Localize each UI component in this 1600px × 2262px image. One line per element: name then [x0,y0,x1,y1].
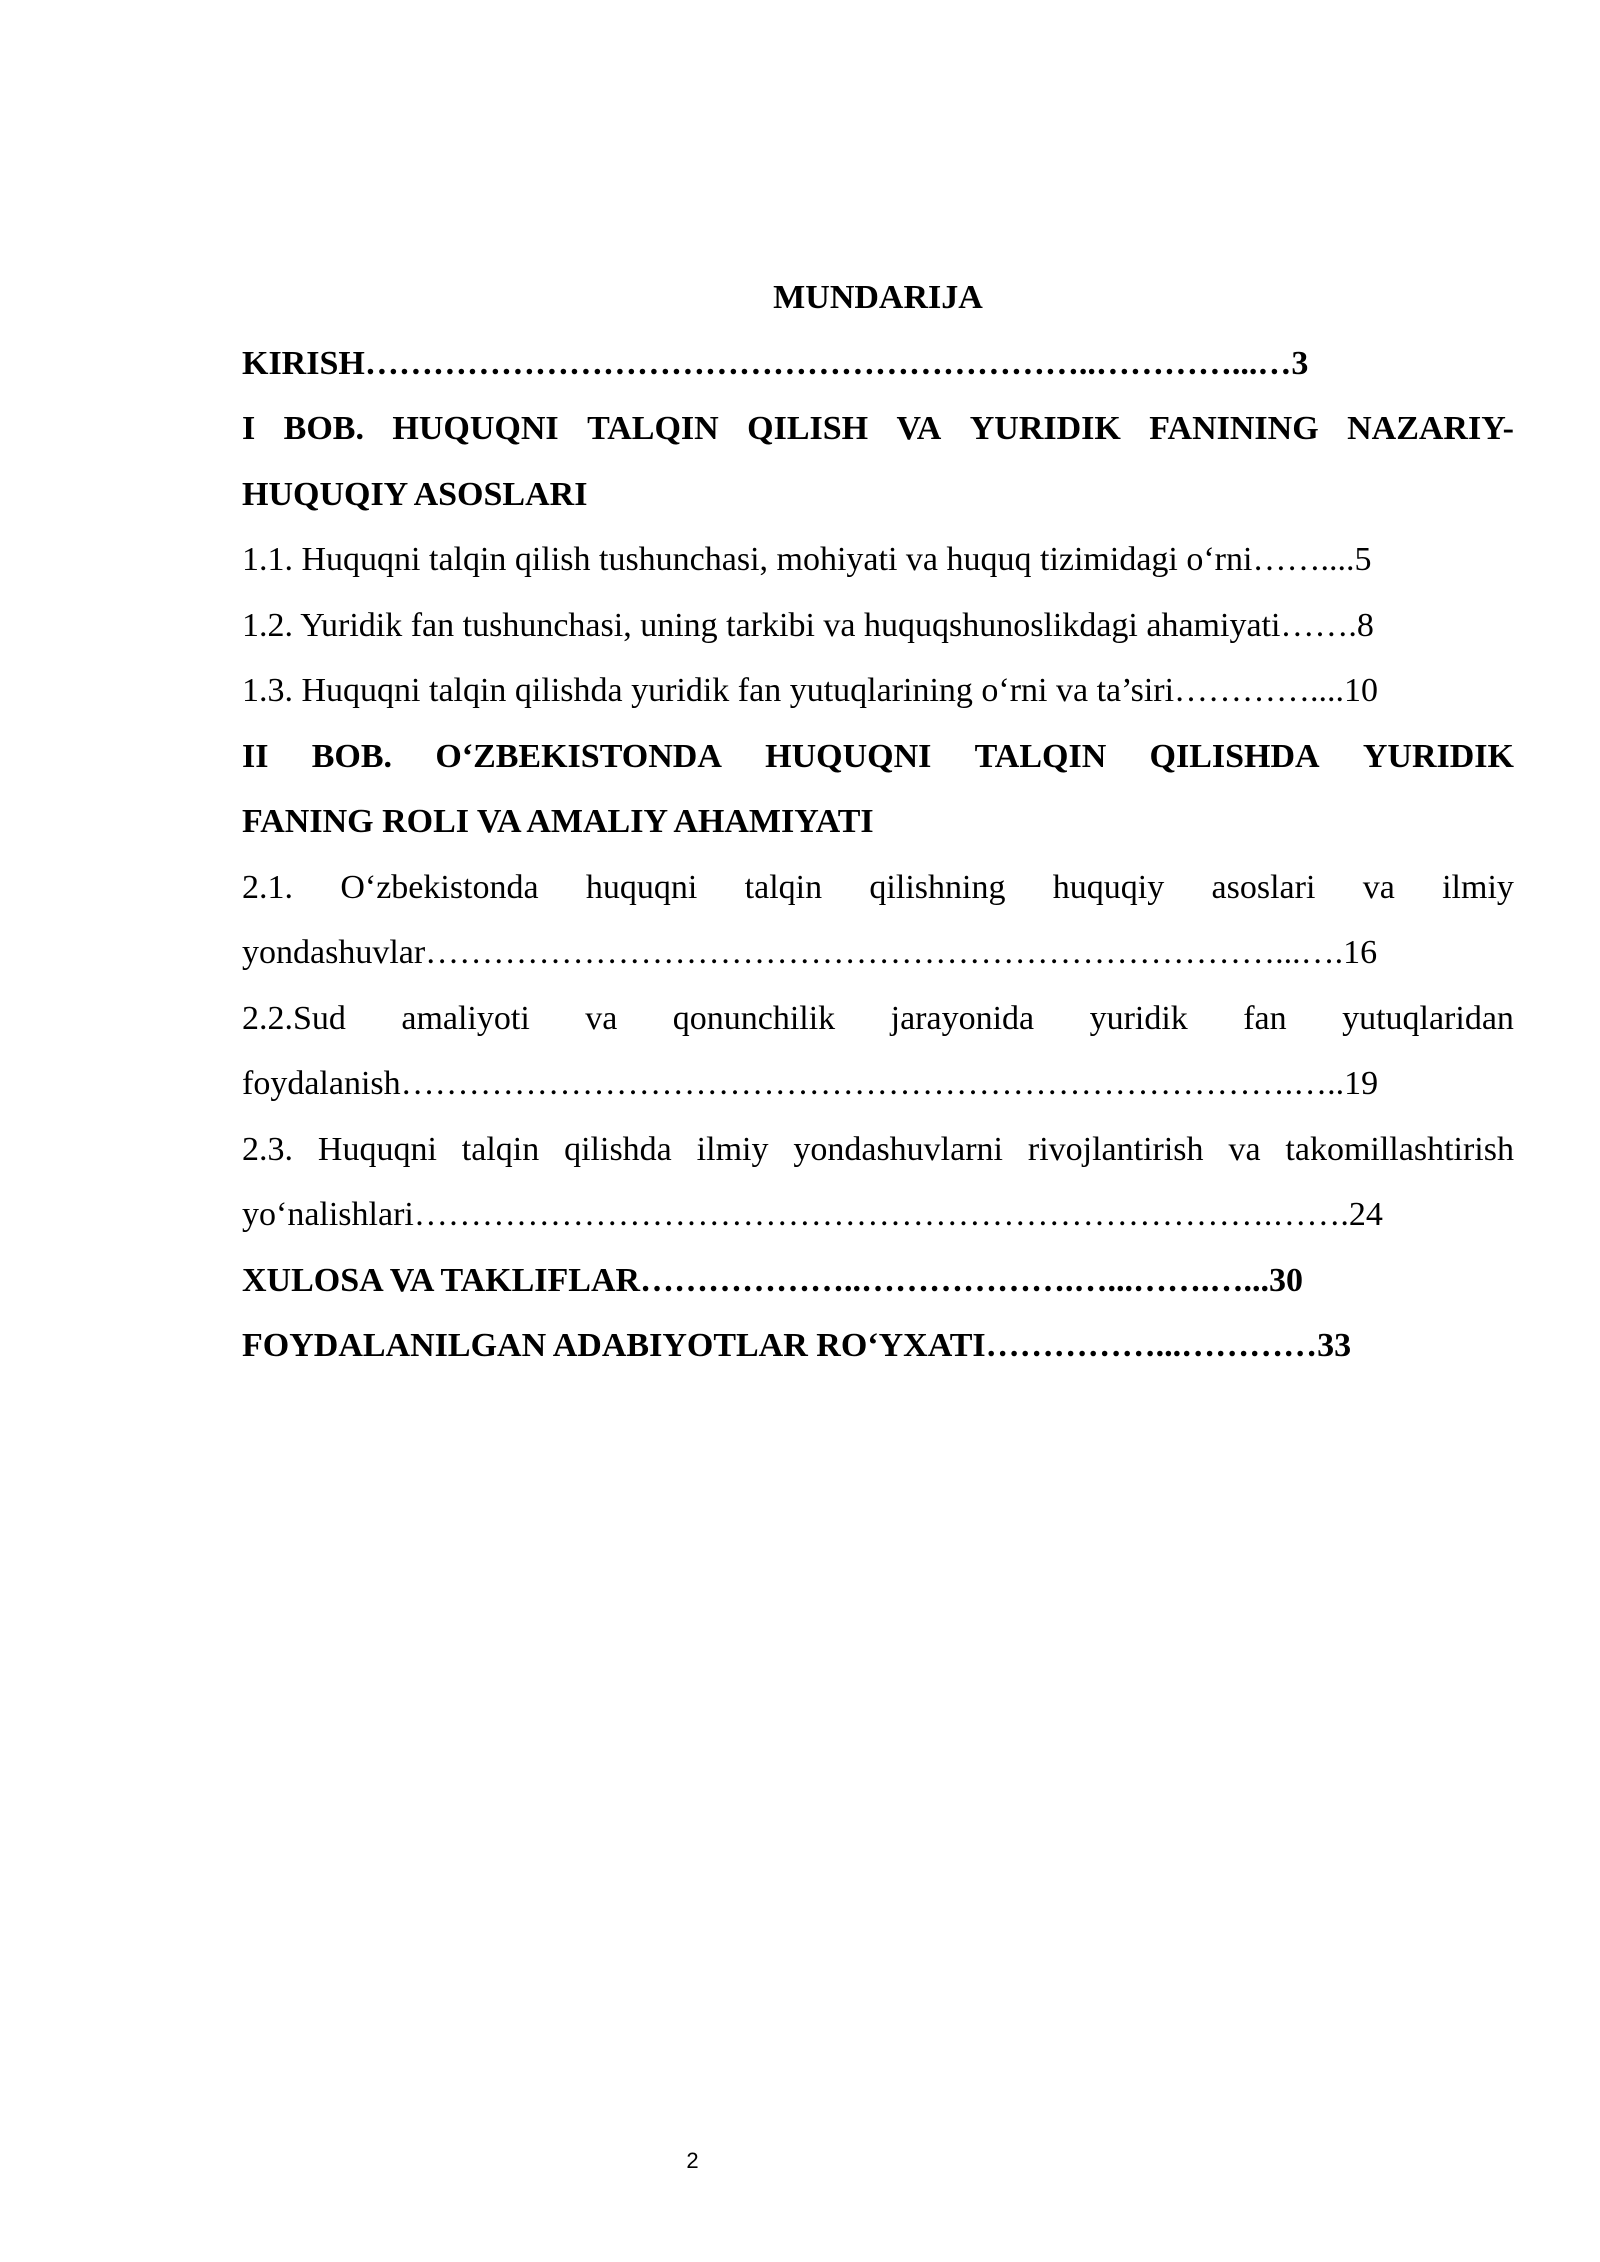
toc-line: FOYDALANILGAN ADABIYOTLAR RO‘YXATI……………...…………33 [242,1327,1352,1364]
toc-line: yondashuvlar…………………………………………………………………...….16 [242,934,1378,971]
toc-line: 2.1. O‘zbekistonda huquqni talqin qilishning huquqiy asoslari va ilmiy [242,868,1514,906]
toc-lines [242,331,1514,1379]
toc-title: MUNDARIJA [773,279,983,316]
toc-line: 1.2. Yuridik fan tushunchasi, uning tarkibi va huquqshunoslikdagi ahamiyati…….8 [242,606,1374,644]
toc-line: foydalanish…………………………………………………………………….…..19 [242,1065,1379,1102]
toc-line: 1.1. Huquqni talqin qilish tushunchasi, mohiyati va huquq tizimidagi o‘rni……....5 [242,541,1372,578]
page-number: 2 [686,2148,699,2173]
toc-line: I BOB. HUQUQNI TALQIN QILISH VA YURIDIK FANINING NAZARIY- [242,410,1514,447]
toc-line: FANING ROLI VA AMALIY AHAMIYATI [242,803,874,840]
toc-line: 2.2.Sud amaliyoti va qonunchilik jarayonida yuridik fan yutuqlaridan [242,999,1514,1037]
toc-line: HUQUQIY ASOSLARI [242,475,588,513]
toc-line: 2.3. Huquqni talqin qilishda ilmiy yondashuvlarni rivojlantirish va takomillashtirish [242,1130,1514,1168]
toc-line: II BOB. O‘ZBEKISTONDA HUQUQNI TALQIN QILISHDA YURIDIK [242,737,1514,775]
toc-line: KIRISH………………………………………………………..…………...…3 [242,344,1309,382]
toc-line: yo‘nalishlari………………………………………………………………….…….24 [242,1196,1383,1233]
toc-line: 1.3. Huquqni talqin qilishda yuridik fan yutuqlarining o‘rni va ta’siri…………....10 [242,672,1379,709]
table-of-contents [242,265,1514,1379]
toc-line: XULOSA VA TAKLIFLAR………………..……………….…...…….…...30 [242,1261,1304,1299]
